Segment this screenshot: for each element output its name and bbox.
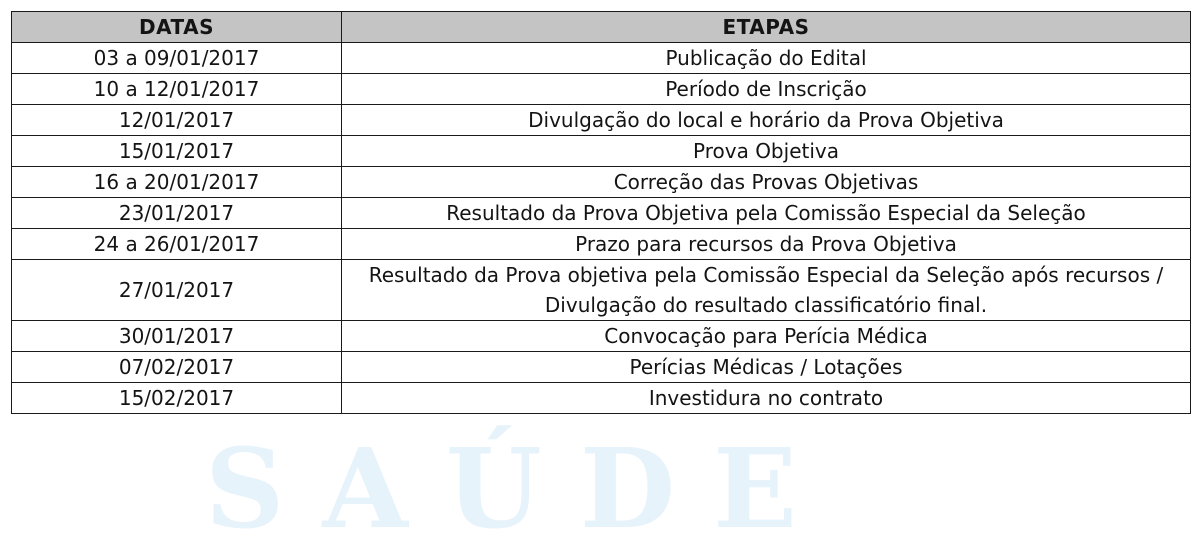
step-cell: Resultado da Prova Objetiva pela Comissão Especial da Seleção: [342, 198, 1191, 229]
date-cell: 15/02/2017: [12, 383, 342, 414]
table-row: [12, 105, 1191, 136]
table-row: [12, 198, 1191, 229]
step-cell: Correção das Provas Objetivas: [342, 167, 1191, 198]
date-cell: 30/01/2017: [12, 321, 342, 352]
column-header-steps: ETAPAS: [342, 12, 1191, 43]
table-header-row: [12, 12, 1191, 43]
date-cell: 03 a 09/01/2017: [12, 43, 342, 74]
watermark: [0, 424, 1200, 553]
table-row: [12, 260, 1191, 321]
table-row: [12, 352, 1191, 383]
date-cell: 10 a 12/01/2017: [12, 74, 342, 105]
step-cell: Investidura no contrato: [342, 383, 1191, 414]
step-cell: Prazo para recursos da Prova Objetiva: [342, 229, 1191, 260]
date-cell: 07/02/2017: [12, 352, 342, 383]
step-cell: Divulgação do local e horário da Prova Objetiva: [342, 105, 1191, 136]
step-cell: Período de Inscrição: [342, 74, 1191, 105]
step-cell: Resultado da Prova objetiva pela Comissão Especial da Seleção após recursos / Divulgação do resultado classificatório final.: [342, 260, 1191, 321]
table-row: [12, 229, 1191, 260]
table-row: [12, 74, 1191, 105]
step-cell: Publicação do Edital: [342, 43, 1191, 74]
schedule-table: [11, 11, 1191, 414]
table-row: [12, 43, 1191, 74]
date-cell: 15/01/2017: [12, 136, 342, 167]
date-cell: 16 a 20/01/2017: [12, 167, 342, 198]
watermark-text: SAÚDE: [205, 424, 835, 553]
date-cell: 27/01/2017: [12, 260, 342, 321]
step-cell: Perícias Médicas / Lotações: [342, 352, 1191, 383]
step-cell: Convocação para Perícia Médica: [342, 321, 1191, 352]
step-cell: Prova Objetiva: [342, 136, 1191, 167]
date-cell: 12/01/2017: [12, 105, 342, 136]
table-row: [12, 136, 1191, 167]
date-cell: 23/01/2017: [12, 198, 342, 229]
table-row: [12, 321, 1191, 352]
column-header-dates: DATAS: [12, 12, 342, 43]
table-row: [12, 383, 1191, 414]
table-row: [12, 167, 1191, 198]
date-cell: 24 a 26/01/2017: [12, 229, 342, 260]
